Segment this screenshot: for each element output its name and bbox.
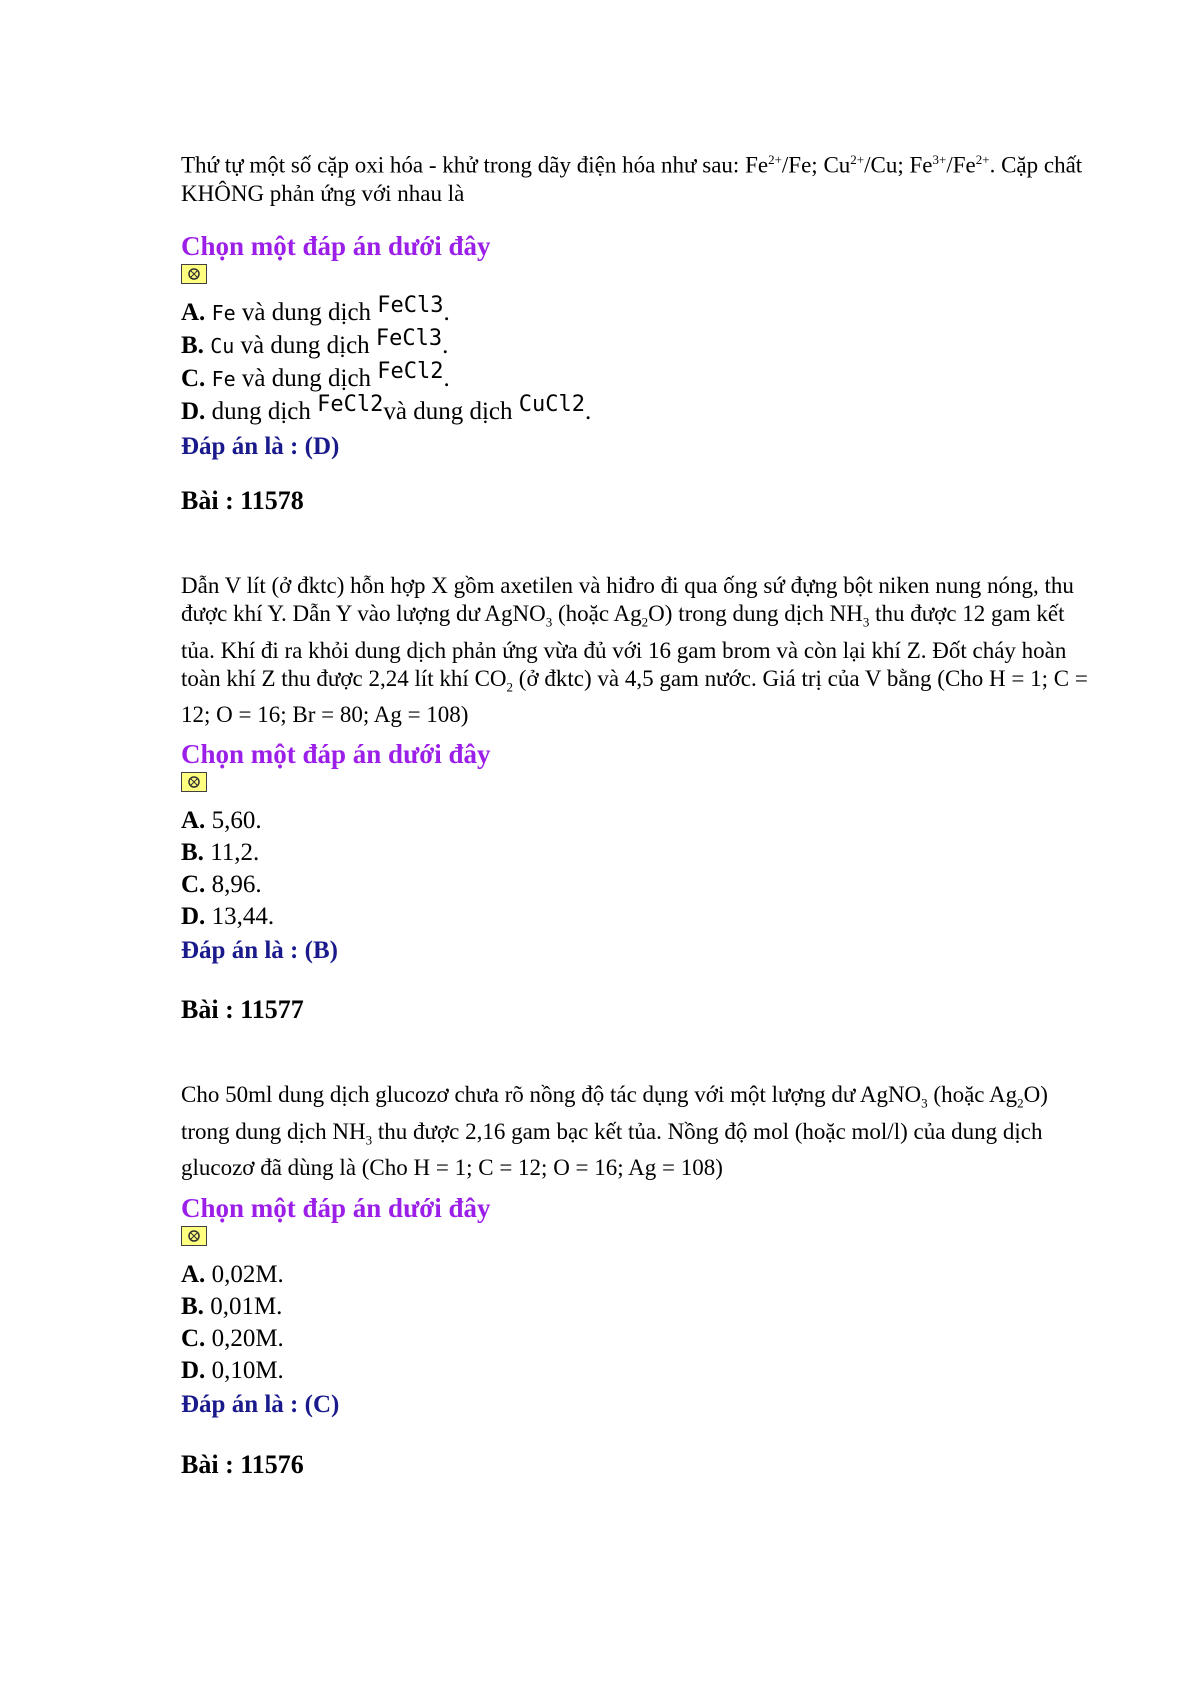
question-3	[181, 1081, 1101, 1182]
answer-text: Đáp án là : (B)	[181, 937, 338, 964]
option-b[interactable]: B. 11,2.	[181, 839, 260, 866]
option-c[interactable]: C. 0,20M.	[181, 1325, 284, 1352]
problem-number: Bài : 11577	[181, 995, 304, 1024]
question-text: Thứ tự một số cặp oxi hóa - khử trong dãy điện hóa như sau: $Fe^{2+}/Fe$; $Cu^{2+}/Cu$; $Fe^{3+}/Fe^{2+}$. Cặp chất KHÔNG phản ứng với nhau là	[181, 152, 1083, 206]
option-d[interactable]: D. 13,44.	[181, 903, 275, 930]
option-list	[181, 1259, 1101, 1387]
option-c[interactable]: C. 8,96.	[181, 871, 262, 898]
option-d[interactable]: D. dung dịch FeCl2và dung dịch CuCl2.	[181, 392, 592, 425]
question-text: Cho 50ml dung dịch glucozơ chưa rõ nồng độ tác dụng với một lượng dư AgNO$_3$ (hoặc $Ag_2O$) trong dung dịch $NH_3$ thu được 2,16 gam bạc kết tủa. Nồng độ mol (hoặc mol/l) của dung dịch glucozơ đã dùng là (Cho H = 1; C = 12; O = 16; Ag = 108)	[181, 1082, 1048, 1181]
option-d[interactable]: D. 0,10M.	[181, 1357, 284, 1384]
problem-number: Bài : 11576	[181, 1450, 304, 1479]
question-text: Dẫn V lít (ở đktc) hỗn hợp X gồm axetilen và hiđro đi qua ống sứ đựng bột niken nung nóng, thu được khí Y. Dẫn Y vào lượng dư AgNO$_3$ (hoặc $Ag_2O$) trong dung dịch $NH_3$ thu được 12 gam kết tủa. Khí đi ra khỏi dung dịch phản ứng vừa đủ với 16 gam brom và còn lại khí Z. Đốt cháy hoàn toàn khí Z thu được 2,24 lít khí $CO_2$ (ở đktc) và 4,5 gam nước. Giá trị của V bằng (Cho H = 1; C = 12; O = 16; Br = 80; Ag = 108)	[181, 573, 1088, 728]
question-3-choices	[181, 1192, 1101, 1421]
answer-text: Đáp án là : (C)	[181, 1391, 340, 1418]
selection-icon[interactable]	[181, 772, 207, 792]
option-list	[181, 805, 1101, 933]
answer-text: Đáp án là : (D)	[181, 433, 340, 460]
choose-heading: Chọn một đáp án dưới đây	[181, 739, 491, 769]
option-b[interactable]: B. Cu và dung dịch FeCl3.	[181, 326, 449, 359]
problem-number: Bài : 11578	[181, 486, 304, 515]
option-a[interactable]: A. 0,02M.	[181, 1261, 284, 1288]
question-1-choices	[181, 230, 1101, 463]
question-1	[181, 146, 1101, 208]
choose-heading: Chọn một đáp án dưới đây	[181, 231, 491, 261]
option-c[interactable]: C. Fe và dung dịch FeCl2.	[181, 359, 450, 392]
option-b[interactable]: B. 0,01M.	[181, 1293, 283, 1320]
option-list	[181, 293, 1101, 429]
selection-icon[interactable]	[181, 1226, 207, 1246]
option-a[interactable]: A. 5,60.	[181, 807, 262, 834]
question-2-choices	[181, 738, 1101, 967]
option-a[interactable]: A. Fe và dung dịch FeCl3.	[181, 293, 450, 326]
choose-heading: Chọn một đáp án dưới đây	[181, 1193, 491, 1223]
selection-icon[interactable]	[181, 264, 207, 284]
question-2	[181, 572, 1101, 729]
